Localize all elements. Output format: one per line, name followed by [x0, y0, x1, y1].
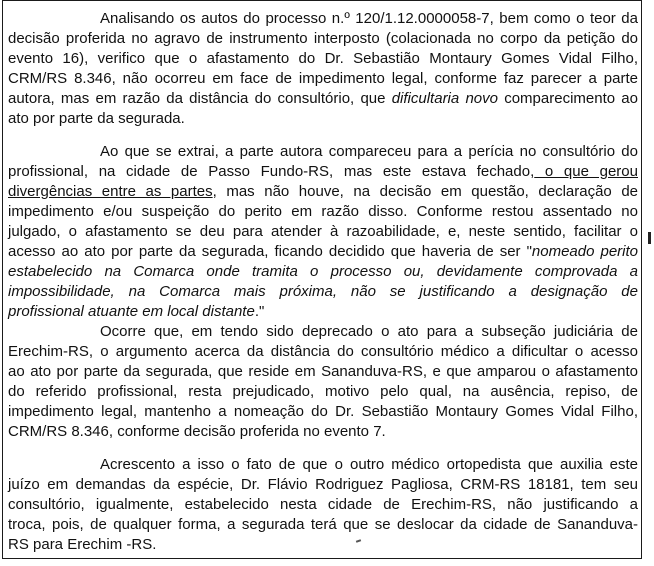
italic-text: profissional atuante em local distante	[8, 303, 255, 320]
underlined-text: divergências entre as partes	[8, 183, 213, 200]
text-segment: profissional, na cidade de Passo Fundo-RS, mas este estava fechado,	[8, 163, 535, 180]
text-line	[8, 242, 638, 262]
text-line	[8, 262, 638, 282]
text-line	[8, 495, 638, 515]
text-segment: CRM/RS 8.346, conforme decisão proferida no evento 7.	[8, 423, 386, 440]
scan-artifact	[648, 232, 651, 244]
text-segment: Erechim-RS, o argumento acerca da distância do consultório médico a dificultar o acesso	[8, 343, 638, 360]
text-segment: do referido profissional, resta prejudicado, motivo pelo qual, na ausência, repiso, de	[8, 383, 638, 400]
text-segment: comparecimento ao	[497, 90, 638, 107]
text-segment: Acrescento a isso o fato de que o outro médico ortopedista que auxilia este	[100, 456, 638, 473]
text-segment: evento 16), verifico que o afastamento do Dr. Sebastião Montaury Gomes Vidal Filho,	[8, 50, 638, 67]
text-line	[8, 422, 638, 442]
text-line	[8, 402, 638, 422]
text-segment: impedimento legal, mantenho a nomeação do Dr. Sebastião Montaury Gomes Vidal Filho,	[8, 403, 638, 420]
text-line	[8, 69, 638, 89]
text-segment: consultório, igualmente, estabelecido nesta cidade de Erechim-RS, não justificando a	[8, 496, 638, 513]
text-line	[8, 302, 638, 322]
text-segment: julgado, o afastamento se deu para atender à razoabilidade, e, neste sentido, facilitar o	[8, 223, 638, 240]
text-segment: Ocorre que, em tendo sido deprecado o ato para a subseção judiciária de	[100, 323, 638, 340]
text-segment: ."	[254, 303, 265, 320]
text-segment: RS para Erechim -RS.	[8, 536, 157, 553]
text-segment: ao ato por parte da segurada, que reside em Sananduva-RS, e que amparou o afastamento	[8, 363, 638, 380]
text-line	[8, 49, 638, 69]
text-line	[8, 515, 638, 535]
text-line	[100, 322, 638, 342]
text-line	[8, 182, 638, 202]
text-line	[8, 282, 638, 302]
text-line	[100, 455, 638, 475]
text-segment: impedimento e/ou suspeição do perito em razão disso. Conforme restou assentado no	[8, 203, 638, 220]
text-line	[8, 202, 638, 222]
text-line	[100, 142, 638, 162]
text-segment: Ao que se extrai, a parte autora compareceu para a perícia no consultório do	[100, 143, 638, 160]
text-segment: CRM/RS 8.346, não ocorreu em face de impedimento legal, conforme faz parecer a parte	[8, 70, 638, 87]
italic-text: impossibilidade, na Comarca mais próxima, não se justificando a designação de	[8, 283, 638, 300]
text-line	[8, 162, 638, 182]
text-line	[8, 89, 638, 109]
italic-text: estabelecido na Comarca onde tramita o processo ou, devidamente comprovada a	[8, 263, 638, 280]
underlined-text: o que gerou	[534, 163, 638, 180]
italic-text: dificultaria novo	[391, 90, 498, 107]
text-segment: autora, mas em razão da distância do consultório, que	[8, 90, 392, 107]
text-line	[100, 9, 638, 29]
text-segment: juízo em demandas da espécie, Dr. Flávio Rodriguez Pagliosa, CRM-RS 18181, tem seu	[8, 476, 638, 493]
text-segment: ato por parte da segurada.	[8, 110, 185, 127]
text-segment: troca, pois, de qualquer forma, a segurada terá que se deslocar da cidade de Sananduva-	[8, 516, 638, 533]
text-line	[8, 222, 638, 242]
text-segment: , mas não houve, na decisão em questão, declaração de	[212, 183, 639, 200]
italic-text: nomeado perito	[531, 243, 638, 260]
text-line	[8, 109, 638, 129]
text-line	[8, 342, 638, 362]
text-line	[8, 29, 638, 49]
text-line	[8, 535, 638, 555]
text-segment: acesso ao ato por parte da segurada, ficando decidido que haveria de ser "	[8, 243, 532, 260]
text-segment: Analisando os autos do processo n.º 120/1.12.0000058-7, bem como o teor da	[100, 10, 638, 27]
text-segment: decisão proferida no agravo de instrumento interposto (colacionada no corpo da petição do	[8, 30, 638, 47]
text-line	[8, 362, 638, 382]
text-line	[8, 382, 638, 402]
text-line	[8, 475, 638, 495]
